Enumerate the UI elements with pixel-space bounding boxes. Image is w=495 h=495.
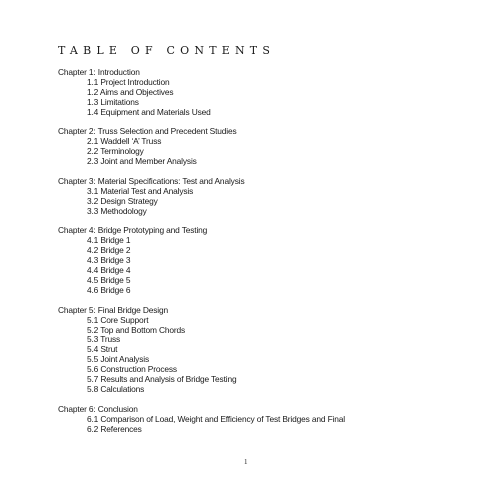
toc-item: 5.2 Top and Bottom Chords <box>87 324 186 335</box>
toc-item: 3.3 Methodology <box>87 205 147 216</box>
toc-item: 5.1 Core Support <box>87 314 149 325</box>
toc-item: 4.3 Bridge 3 <box>87 255 131 266</box>
toc-item: 4.4 Bridge 4 <box>87 265 131 276</box>
page-number: 1 <box>244 458 248 466</box>
toc-item: 1.3 Limitations <box>87 96 139 107</box>
toc-item: 2.3 Joint and Member Analysis <box>87 156 197 167</box>
toc-item: 3.1 Material Test and Analysis <box>87 185 194 196</box>
chapter-title: Chapter 6: Conclusion <box>58 403 138 414</box>
toc-item: 5.5 Joint Analysis <box>87 354 150 365</box>
chapter-1 <box>58 68 345 118</box>
toc-item: 5.8 Calculations <box>87 383 145 394</box>
chapter-title: Chapter 2: Truss Selection and Precedent Studies <box>58 126 237 137</box>
toc-item: 3.2 Design Strategy <box>87 195 158 206</box>
toc-item: 4.1 Bridge 1 <box>87 235 131 246</box>
toc-item: 5.4 Strut <box>87 344 118 355</box>
chapter-3 <box>58 177 345 217</box>
chapter-4 <box>58 226 345 295</box>
page-title: TABLE OF CONTENTS <box>58 44 276 57</box>
toc-item: 1.1 Project Introduction <box>87 76 170 87</box>
toc-item: 5.6 Construction Process <box>87 364 177 375</box>
chapter-5 <box>58 306 345 395</box>
table-of-contents <box>58 68 345 444</box>
chapter-title: Chapter 4: Bridge Prototyping and Testing <box>58 225 208 236</box>
chapter-6 <box>58 405 345 435</box>
toc-item: 1.4 Equipment and Materials Used <box>87 106 211 117</box>
chapter-2 <box>58 127 345 167</box>
toc-item: 2.1 Waddell ‘A’ Truss <box>87 136 162 147</box>
toc-item: 5.7 Results and Analysis of Bridge Testing <box>87 374 237 385</box>
toc-item: 1.2 Aims and Objectives <box>87 86 174 97</box>
toc-item: 2.2 Terminology <box>87 146 144 157</box>
toc-item: 6.1 Comparison of Load, Weight and Efficiency of Test Bridges and Final <box>87 413 345 424</box>
chapter-title: Chapter 5: Final Bridge Design <box>58 304 169 315</box>
toc-item: 4.6 Bridge 6 <box>87 284 131 295</box>
chapter-title: Chapter 3: Material Specifications: Test and Analysis <box>58 175 245 186</box>
toc-item: 6.2 References <box>87 423 142 434</box>
toc-item: 5.3 Truss <box>87 334 121 345</box>
toc-item: 4.5 Bridge 5 <box>87 274 131 285</box>
toc-item: 4.2 Bridge 2 <box>87 245 131 256</box>
chapter-title: Chapter 1: Introduction <box>58 67 140 77</box>
